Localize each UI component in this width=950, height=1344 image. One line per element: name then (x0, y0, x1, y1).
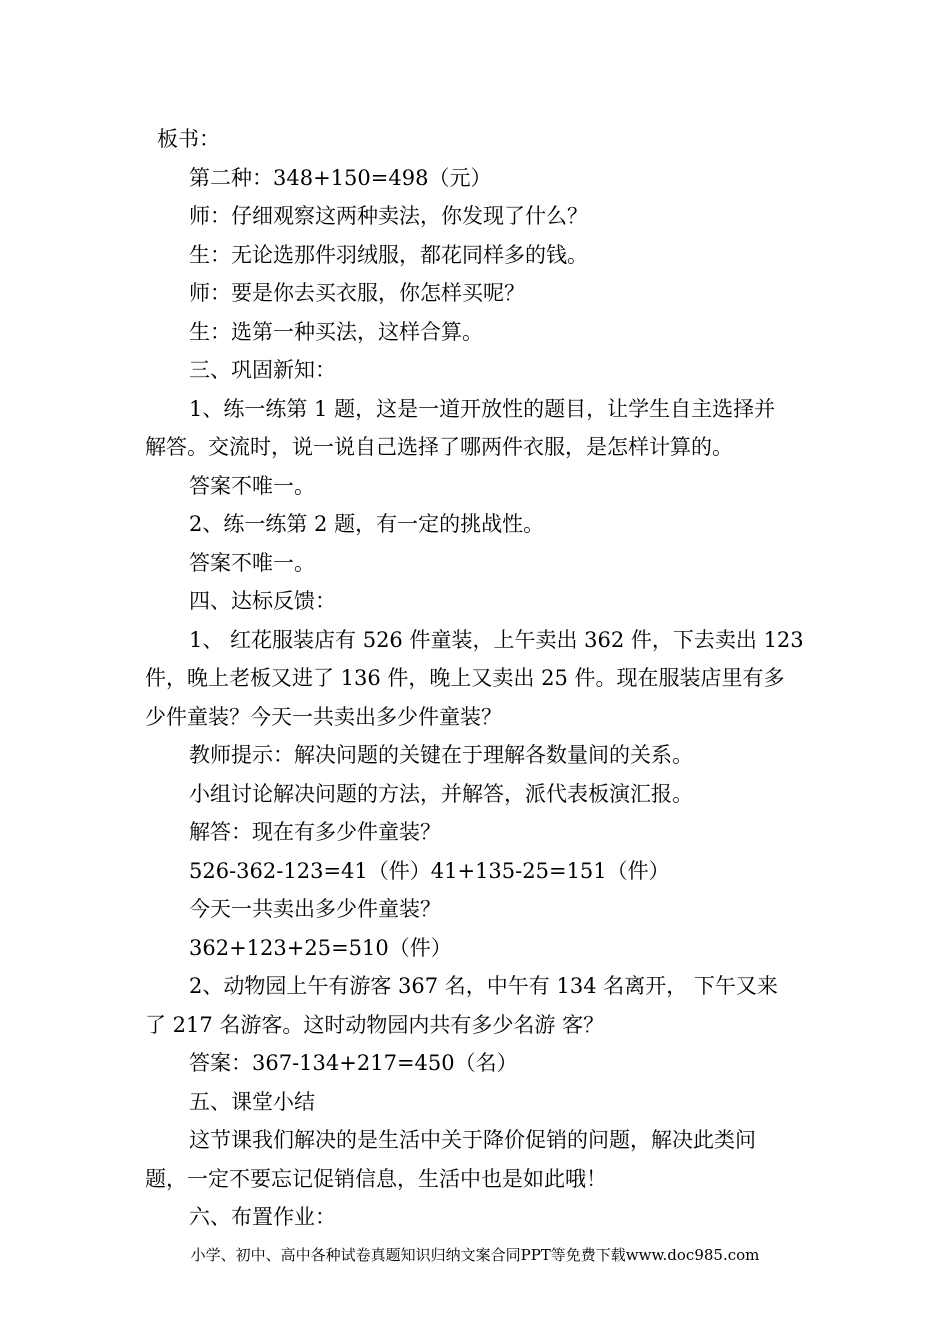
text-line: 师：要是你去买衣服，你怎样买呢？ (189, 281, 525, 305)
text-line: 生：无论选那件羽绒服，都花同样多的钱。 (189, 242, 588, 267)
text-line: 了 217 名游客。这时动物园内共有多少名游 客？ (145, 1012, 605, 1037)
text-line: 第二种：348+150=498（元） (189, 165, 492, 190)
text-line: 生：选第一种买法，这样合算。 (189, 319, 483, 344)
text-line: 1、 红花服装店有 526 件童装，上午卖出 362 件，下去卖出 123 (189, 627, 804, 652)
page-footer: 小学、初中、高中各种试卷真题知识归纳文案合同PPT等免费下载www.doc985.com (190, 1246, 760, 1264)
text-line: 2、动物园上午有游客 367 名，中午有 134 名离开， 下午又来 (189, 974, 778, 998)
text-line: 答案不唯一。 (189, 473, 315, 498)
text-line: 三、巩固新知： (189, 358, 336, 382)
text-line: 四、达标反馈： (189, 589, 336, 613)
text-line: 526-362-123=41（件）41+135-25=151（件） (189, 858, 670, 883)
document-body (145, 120, 810, 1237)
text-line: 题，一定不要忘记促销信息，生活中也是如此哦！ (145, 1166, 607, 1191)
text-line: 今天一共卖出多少件童装？ (189, 897, 441, 921)
text-line: 少件童装？今天一共卖出多少件童装？ (145, 704, 502, 729)
text-line: 2、练一练第 2 题，有一定的挑战性。 (189, 512, 545, 536)
text-line: 这节课我们解决的是生活中关于降价促销的问题，解决此类问 (189, 1128, 756, 1152)
text-line: 小组讨论解决问题的方法，并解答，派代表板演汇报。 (189, 781, 693, 806)
text-line: 教师提示：解决问题的关键在于理解各数量间的关系。 (189, 743, 693, 767)
text-line: 五、课堂小结 (189, 1089, 315, 1114)
text-line: 件，晚上老板又进了 136 件，晚上又卖出 25 件。现在服装店里有多 (145, 666, 785, 690)
text-line: 师：仔细观察这两种卖法，你发现了什么？ (189, 204, 588, 228)
text-line: 解答：现在有多少件童装？ (189, 820, 441, 844)
text-line: 答案：367-134+217=450（名） (189, 1051, 518, 1075)
text-line: 六、布置作业： (189, 1205, 336, 1229)
text-line: 362+123+25=510（件） (189, 935, 452, 960)
text-line: 解答。交流时，说一说自己选择了哪两件衣服，是怎样计算的。 (145, 435, 733, 459)
text-line: 1、练一练第 1 题，这是一道开放性的题目，让学生自主选择并 (189, 396, 776, 421)
text-line: 板书： (157, 127, 220, 151)
text-line: 答案不唯一。 (189, 550, 315, 575)
